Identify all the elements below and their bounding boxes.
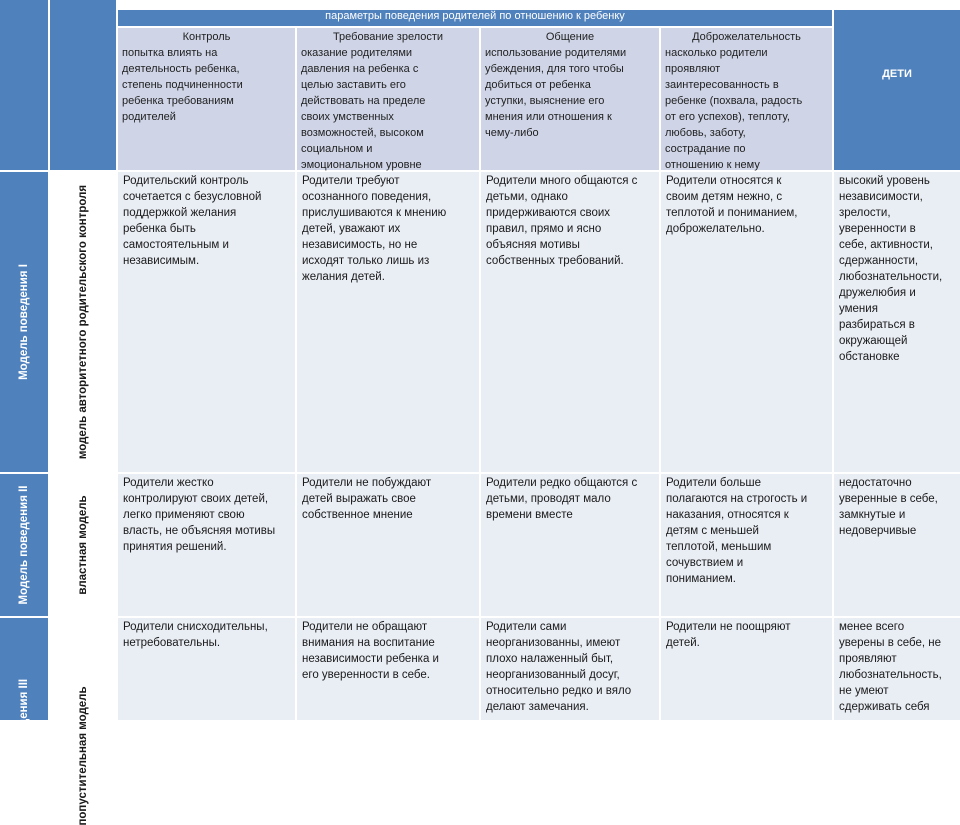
column-header-maturity: [297, 28, 479, 170]
column-desc-line: целью заставить его: [301, 79, 406, 91]
cell-line: зрелости,: [839, 207, 891, 219]
cell-line: его уверенности в себе.: [302, 669, 430, 681]
cell-line: уверенности в: [839, 223, 916, 235]
cell-line: принятия решений.: [123, 541, 227, 553]
column-desc-line: отношению к нему: [665, 159, 760, 171]
column-desc-line: проявляют: [665, 63, 721, 75]
row3-maturity-cell: [297, 618, 479, 720]
cell-line: желания детей.: [302, 271, 385, 283]
column-desc-line: уступки, выяснение его: [485, 95, 605, 107]
cell-line: Родители больше: [666, 477, 761, 489]
column-title: Требование зрелости: [332, 31, 444, 43]
column-title: Общение: [545, 31, 595, 43]
cell-line: умения: [839, 303, 878, 315]
cell-line: пониманием.: [666, 573, 736, 585]
corner-cell-right: [50, 0, 116, 170]
column-desc-line: эмоциональном уровне: [301, 159, 422, 171]
cell-line: Родители не обращают: [302, 621, 428, 633]
cell-line: Родители жестко: [123, 477, 214, 489]
cell-line: уверены в себе, не: [839, 637, 942, 649]
cell-line: правил, прямо и ясно: [486, 223, 602, 235]
cell-line: времени вместе: [486, 509, 573, 521]
cell-line: делают замечания.: [486, 701, 589, 713]
children-title: ДЕТИ: [882, 68, 912, 80]
column-header-communication: [481, 28, 659, 170]
row3-control-cell: [118, 618, 295, 720]
column-desc-line: заинтересованность в: [665, 79, 779, 91]
cell-line: теплотой, меньшим: [666, 541, 772, 553]
column-desc-line: насколько родители: [665, 47, 768, 59]
column-desc-line: попытка влиять на: [122, 47, 218, 59]
cell-line: менее всего: [839, 621, 905, 633]
column-desc-line: добиться от ребенка: [485, 79, 591, 91]
column-desc-line: мнения или отношения к: [485, 111, 612, 123]
row1-communication-cell: [481, 172, 659, 472]
column-desc-line: ребенке (похвала, радость: [665, 95, 803, 107]
row2-control-cell: [118, 474, 295, 616]
model-label-text: Модель поведения III: [18, 679, 30, 802]
cell-line: разбираться в: [839, 319, 915, 331]
row1-maturity-cell: [297, 172, 479, 472]
cell-line: независимость, но не: [302, 239, 418, 251]
row2-maturity-cell: [297, 474, 479, 616]
cell-line: себе, активности,: [839, 239, 933, 251]
model-label-2: [0, 474, 48, 616]
cell-line: собственных требований.: [486, 255, 624, 267]
cell-line: Родители редко общаются с: [486, 477, 638, 489]
cell-line: относительно редко и вяло: [486, 685, 632, 697]
cell-line: нетребовательны.: [123, 637, 221, 649]
row1-children-cell: [834, 172, 960, 472]
column-title: Контроль: [182, 31, 231, 43]
type-label-1: [50, 172, 116, 472]
row2-benevolence-cell: [661, 474, 832, 616]
column-desc-line: любовь, заботу,: [665, 127, 746, 139]
cell-line: обстановке: [839, 351, 900, 363]
column-header-control: [118, 28, 295, 170]
cell-line: независимости ребенка и: [302, 653, 439, 665]
cell-line: доброжелательно.: [666, 223, 765, 235]
cell-line: уверенные в себе,: [839, 493, 938, 505]
row3-children-cell: [834, 618, 960, 720]
cell-line: Родители не поощряют: [666, 621, 791, 633]
cell-line: Родители много общаются с: [486, 175, 638, 187]
cell-line: наказания, относятся к: [666, 509, 789, 521]
cell-line: объясняя мотивы: [486, 239, 580, 251]
cell-line: внимания на воспитание: [302, 637, 435, 649]
column-desc-line: убеждения, для того чтобы: [485, 63, 624, 75]
cell-line: Родители снисходительны,: [123, 621, 268, 633]
cell-line: самостоятельным и: [123, 239, 229, 251]
column-desc-line: родителей: [122, 111, 176, 123]
cell-line: собственное мнение: [302, 509, 413, 521]
row2-communication-cell: [481, 474, 659, 616]
column-desc-line: сострадание по: [665, 143, 746, 155]
cell-line: детей, уважают их: [302, 223, 401, 235]
column-desc-line: оказание родителями: [301, 47, 413, 59]
column-desc-line: социальном и: [301, 143, 373, 155]
cell-line: исходят только лишь из: [302, 255, 430, 267]
column-desc-line: использование родителями: [485, 47, 627, 59]
cell-line: Родительский контроль: [123, 175, 249, 187]
model-label-text: Модель поведения I: [18, 264, 30, 380]
cell-line: Родители не побуждают: [302, 477, 432, 489]
cell-line: не умеют: [839, 685, 889, 697]
column-desc-line: от его успехов), теплоту,: [665, 111, 790, 123]
cell-line: полагаются на строгость и: [666, 493, 808, 505]
params-title: параметры поведения родителей по отношению к ребенку: [118, 10, 832, 26]
cell-line: детям с меньшей: [666, 525, 759, 537]
column-desc-line: давления на ребенка с: [301, 63, 419, 75]
column-title: Доброжелательность: [692, 31, 801, 43]
cell-line: Родители сами: [486, 621, 567, 633]
cell-line: легко применяют свою: [123, 509, 245, 521]
children-header: [834, 10, 960, 170]
column-desc-line: степень подчиненности: [122, 79, 243, 91]
model-label-3: [0, 618, 48, 802]
model-label-text: Модель поведения II: [18, 485, 30, 605]
column-desc-line: ребенка требованиям: [122, 95, 234, 107]
cell-line: дружелюбия и: [839, 287, 916, 299]
cell-line: Родители относятся к: [666, 175, 782, 187]
cell-line: независимости,: [839, 191, 923, 203]
type-label-2: [50, 474, 116, 616]
cell-line: неорганизованный досуг,: [486, 669, 620, 681]
cell-line: придерживаются своих: [486, 207, 611, 219]
model-label-1: [0, 172, 48, 472]
cell-line: теплотой и пониманием,: [666, 207, 798, 219]
row3-communication-cell: [481, 618, 659, 720]
cell-line: неорганизованны, имеют: [486, 637, 621, 649]
column-desc-line: своих умственных: [301, 111, 394, 123]
cell-line: ребенка быть: [123, 223, 196, 235]
cell-line: сдерживать себя: [839, 701, 930, 713]
cell-line: высокий уровень: [839, 175, 930, 187]
cell-line: детьми, проводят мало: [486, 493, 611, 505]
type-label-text: попустительная модель: [77, 686, 89, 825]
cell-line: прислушиваются к мнению: [302, 207, 447, 219]
cell-line: осознанного поведения,: [302, 191, 432, 203]
row3-benevolence-cell: [661, 618, 832, 720]
cell-line: сдержанности,: [839, 255, 919, 267]
cell-line: контролируют своих детей,: [123, 493, 269, 505]
cell-line: плохо налаженный быт,: [486, 653, 614, 665]
column-header-benevolence: [661, 28, 832, 170]
type-label-text: властная модель: [77, 495, 89, 595]
cell-line: сочувствием и: [666, 557, 744, 569]
cell-line: недостаточно: [839, 477, 912, 489]
cell-line: недоверчивые: [839, 525, 917, 537]
column-desc-line: действовать на пределе: [301, 95, 426, 107]
cell-line: своим детям нежно, с: [666, 191, 783, 203]
cell-line: замкнутые и: [839, 509, 906, 521]
row2-children-cell: [834, 474, 960, 616]
column-desc-line: деятельность ребенка,: [122, 63, 240, 75]
cell-line: детьми, однако: [486, 191, 568, 203]
cell-line: окружающей: [839, 335, 908, 347]
type-label-text: модель авторитетного родительского контроля: [77, 184, 89, 460]
cell-line: власть, не объясняя мотивы: [123, 525, 276, 537]
cell-line: сочетается с безусловной: [123, 191, 262, 203]
cell-line: поддержкой желания: [123, 207, 237, 219]
cell-line: детей выражать свое: [302, 493, 416, 505]
cell-line: детей.: [666, 637, 700, 649]
cell-line: Родители требуют: [302, 175, 400, 187]
cell-line: любознательность,: [839, 669, 942, 681]
corner-cell-left: [0, 0, 48, 170]
cell-line: проявляют: [839, 653, 897, 665]
cell-line: любознательности,: [839, 271, 943, 283]
column-desc-line: чему-либо: [485, 127, 539, 139]
type-label-3: [50, 618, 116, 825]
cell-line: независимым.: [123, 255, 200, 267]
row1-control-cell: [118, 172, 295, 472]
row1-benevolence-cell: [661, 172, 832, 472]
column-desc-line: возможностей, высоком: [301, 127, 424, 139]
